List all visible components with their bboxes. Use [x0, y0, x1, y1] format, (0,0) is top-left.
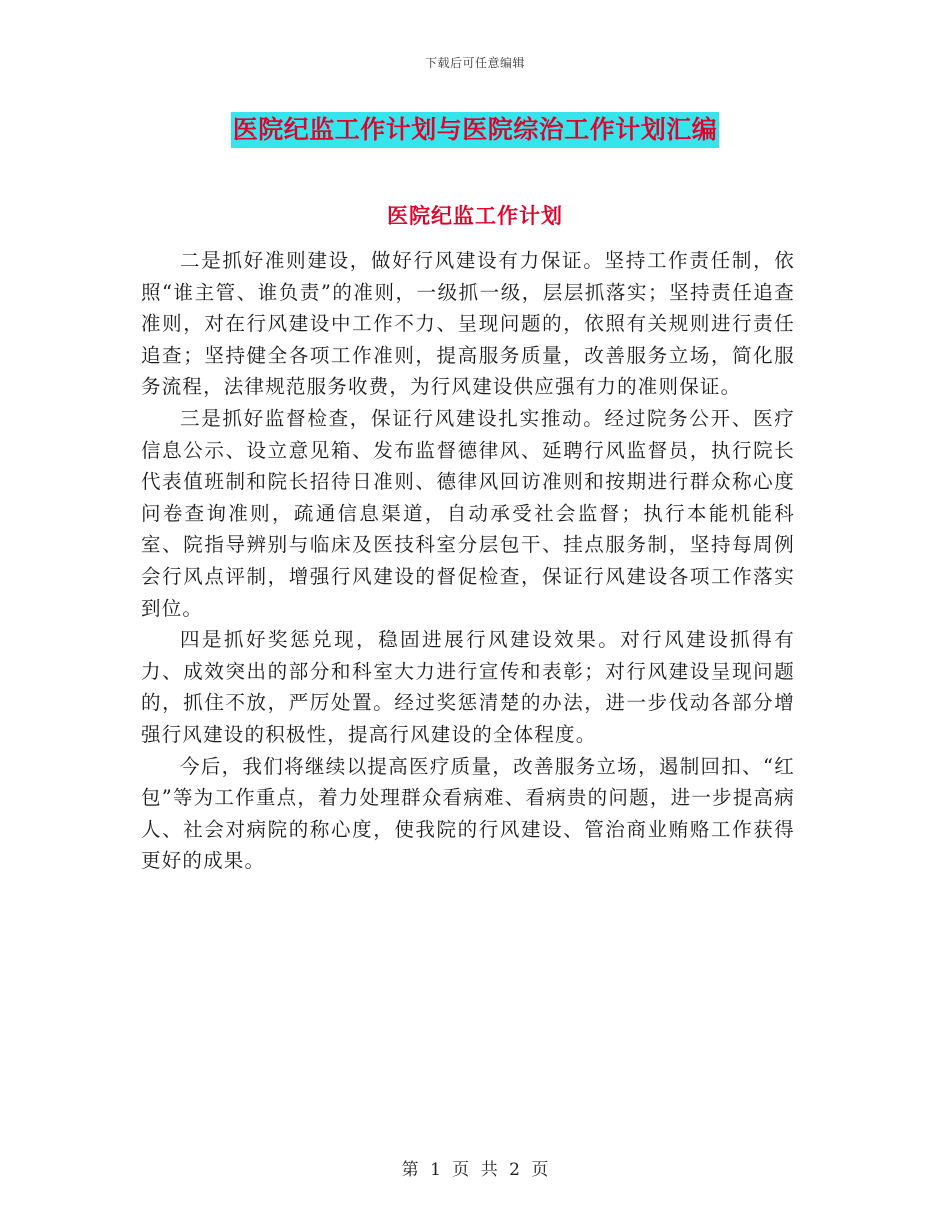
paragraph-2: 三是抓好监督检查，保证行风建设扎实推动。经过院务公开、医疗信息公示、设立意见箱、发布监督德律风、延聘行风监督员，执行院长代表值班制和院长招待日准则、德律风回访准则和按期进行群众称心度问卷查询准则，疏通信息渠道，自动承受社会监督；执行本能机能科室、院指导辨别与临床及医技科室分层包干、挂点服务制，坚持每周例会行风点评制，增强行风建设的督促检查，保证行风建设各项工作落实到位。 — [141, 406, 795, 620]
document-title-wrapper — [0, 112, 950, 148]
document-title: 医院纪监工作计划与医院综治工作计划汇编 — [231, 112, 720, 148]
paragraph-3: 四是抓好奖惩兑现，稳固进展行风建设效果。对行风建设抓得有力、成效突出的部分和科室大力进行宣传和表彰；对行风建设呈现问题的，抓住不放，严厉处置。经过奖惩清楚的办法，进一步伐动各部分增强行风建设的积极性，提高行风建设的全体程度。 — [141, 628, 795, 746]
paragraph-4: 今后，我们将继续以提高医疗质量，改善服务立场，遏制回扣、“红包”等为工作重点，着力处理群众看病难、看病贵的问题，进一步提高病人、社会对病院的称心度，使我院的行风建设、管治商业贿赂工作获得更好的成果。 — [141, 754, 795, 873]
page-header-note: 下载后可任意编辑 — [424, 56, 525, 70]
paragraph-1: 二是抓好准则建设，做好行风建设有力保证。坚持工作责任制，依照“谁主管、谁负责”的准则，一级抓一级，层层抓落实；坚持责任追查准则，对在行风建设中工作不力、呈现问题的，依照有关规则进行责任追查；坚持健全各项工作准则，提高服务质量，改善服务立场，简化服务流程，法律规范服务收费，为行风建设供应强有力的准则保证。 — [141, 249, 795, 399]
document-body — [141, 245, 795, 877]
page-number-footer: 第 1 页 共 2 页 — [401, 1160, 549, 1180]
section-title: 医院纪监工作计划 — [387, 203, 563, 228]
